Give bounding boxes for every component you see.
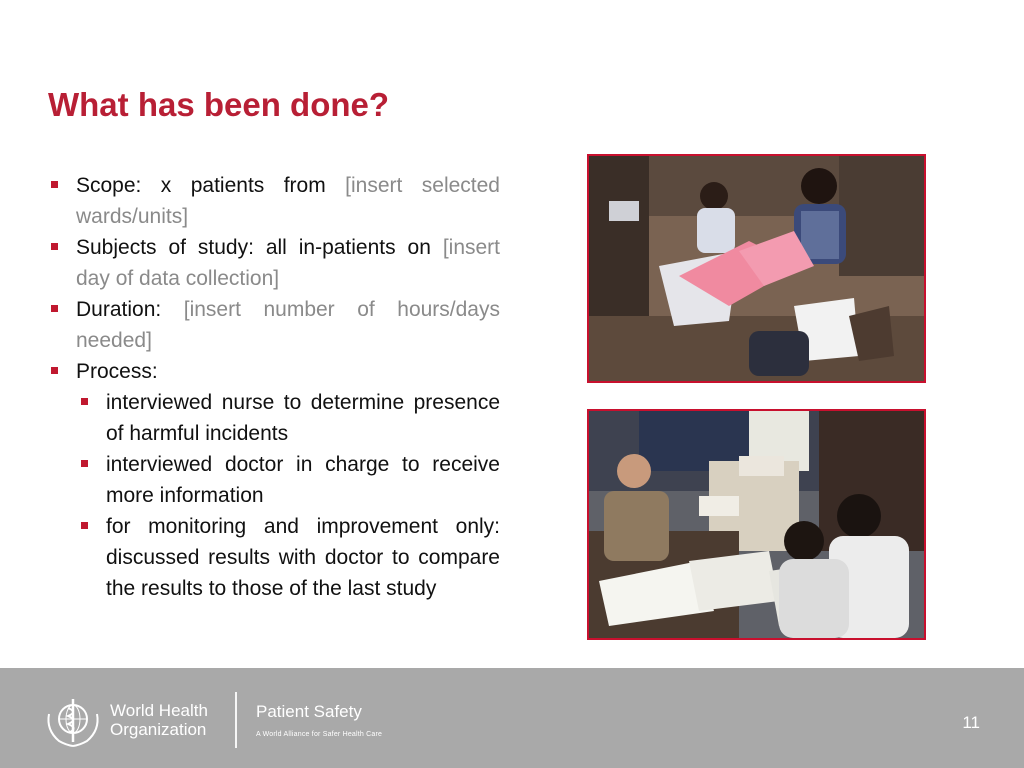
bullet-marker <box>81 398 88 405</box>
bullet-marker <box>81 460 88 467</box>
slide-title: What has been done? <box>48 86 390 123</box>
bullet-text: interviewed doctor in charge to receive more information <box>106 453 500 507</box>
placeholder-text: [insert number of hours/days needed] <box>76 298 500 352</box>
bullet-item-subjects <box>48 232 500 294</box>
org-name-line1: World Health <box>110 701 208 720</box>
bullet-list <box>48 170 500 604</box>
org-name-line2: Organization <box>110 720 207 739</box>
bullet-item-process <box>48 356 500 387</box>
bullet-text: Process: <box>76 360 158 383</box>
page-number: 11 <box>962 713 980 732</box>
bullet-marker <box>51 305 58 312</box>
photo-women-reviewing-forms <box>587 154 926 383</box>
placeholder-text: [insert day of data collection] <box>76 236 500 290</box>
sub-bullet-item-nurse <box>48 387 500 449</box>
bullet-text: for monitoring and improvement only: discussed results with doctor to compare the results to those of the last study <box>106 515 500 600</box>
bullet-text: Duration: <box>76 298 184 321</box>
photo-illustration <box>589 156 924 381</box>
bullet-marker <box>51 243 58 250</box>
bullet-text: Scope: x patients from <box>76 174 346 197</box>
program-name: Patient Safety <box>256 702 362 721</box>
bullet-marker <box>51 367 58 374</box>
who-emblem-icon <box>44 694 102 748</box>
program-tagline: A World Alliance for Safer Health Care <box>256 731 383 738</box>
bullet-text: Subjects of study: all in-patients on <box>76 236 443 259</box>
sub-bullet-item-monitoring <box>48 511 500 604</box>
photo-illustration <box>589 411 924 638</box>
photo-doctors-meeting <box>587 409 926 640</box>
bullet-item-duration <box>48 294 500 356</box>
who-logo-text <box>110 701 208 739</box>
bullet-item-scope <box>48 170 500 232</box>
placeholder-text: [insert selected wards/units] <box>76 174 500 228</box>
footer-divider <box>235 692 237 748</box>
sub-bullet-item-doctor <box>48 449 500 511</box>
bullet-marker <box>81 522 88 529</box>
bullet-text: interviewed nurse to determine presence of harmful incidents <box>106 391 500 445</box>
bullet-marker <box>51 181 58 188</box>
